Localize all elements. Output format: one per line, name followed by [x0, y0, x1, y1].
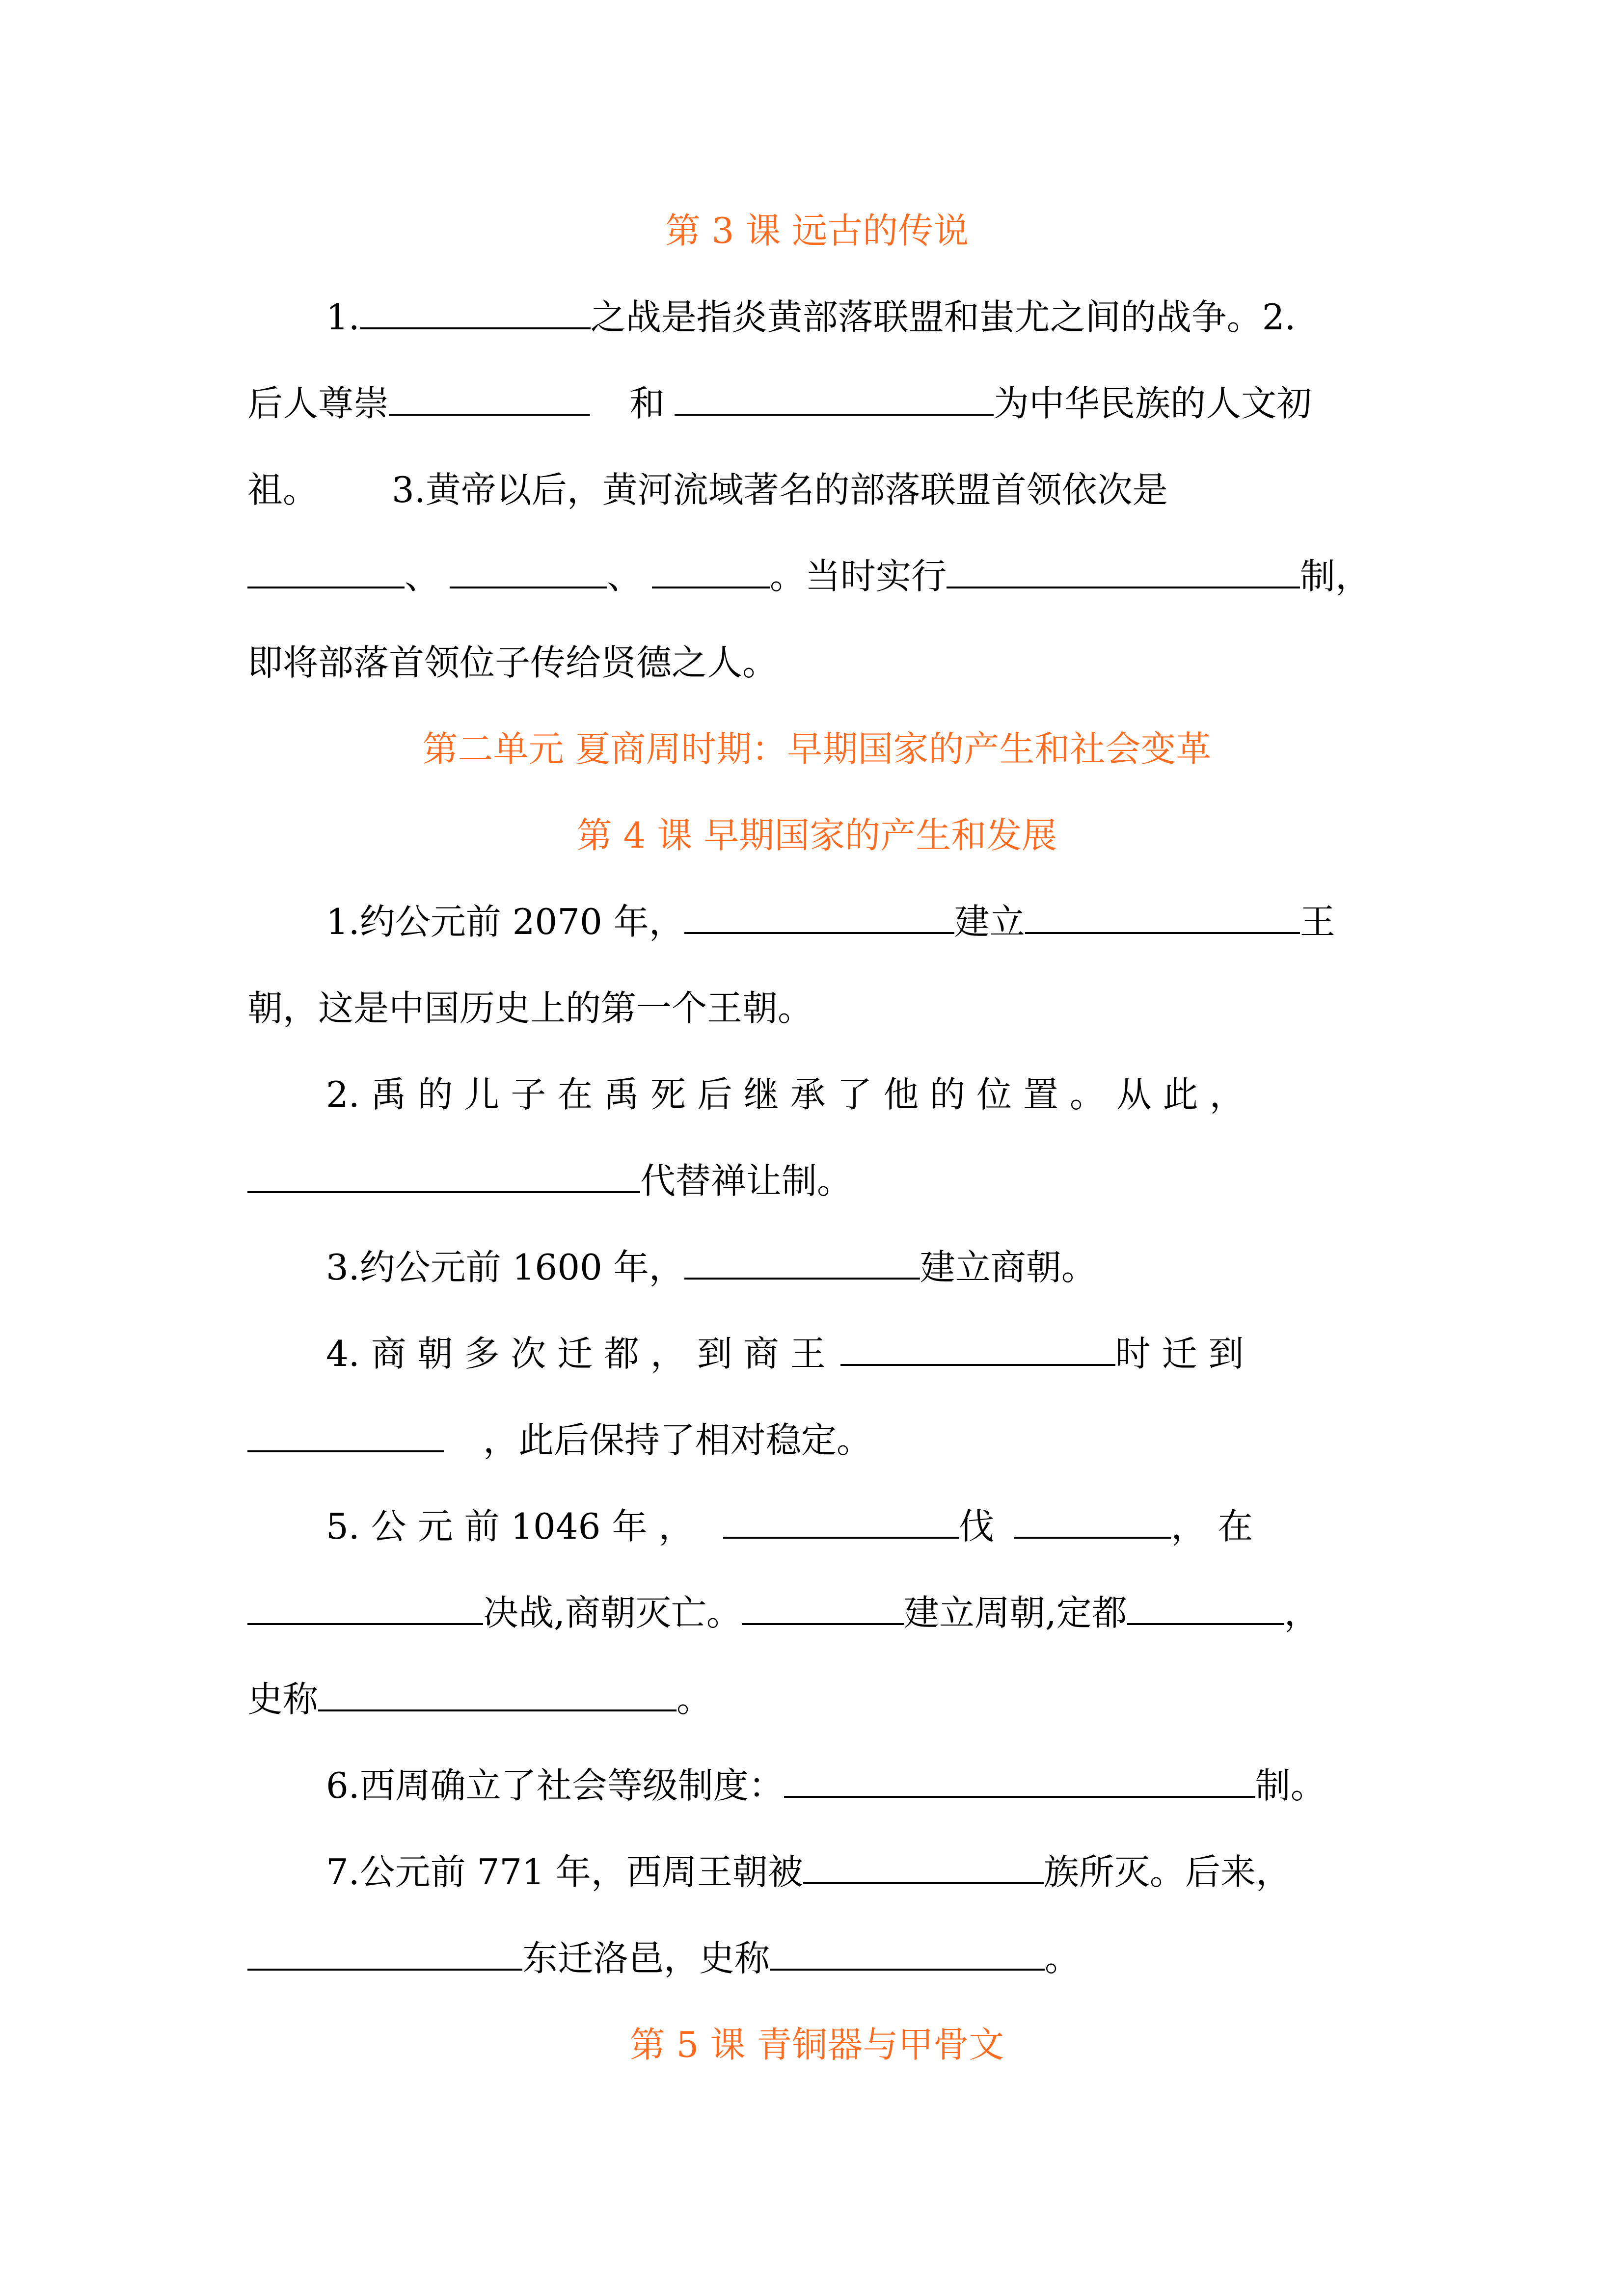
answer-blank[interactable]: [1014, 1506, 1171, 1539]
lesson4-q7-tail: [247, 1934, 1080, 1983]
answer-blank[interactable]: [675, 383, 994, 416]
answer-blank[interactable]: [247, 556, 405, 588]
lesson4-q4-tail: [247, 1415, 872, 1465]
answer-blank[interactable]: [684, 1247, 920, 1280]
answer-blank[interactable]: [247, 1420, 444, 1452]
text: 5. 公 元 前 1046 年 ，: [326, 1506, 694, 1547]
text: 3.约公元前 1600 年，: [326, 1247, 684, 1288]
lesson4-q6: [326, 1761, 1326, 1810]
answer-blank[interactable]: [318, 1679, 677, 1711]
text: 制。: [1255, 1765, 1326, 1806]
text: 东迁洛邑，史称: [522, 1938, 770, 1979]
answer-blank[interactable]: [360, 297, 591, 329]
text: 决战,商朝灭亡。: [483, 1592, 742, 1633]
answer-blank[interactable]: [1127, 1593, 1284, 1625]
text: 代替禅让制。: [640, 1160, 853, 1201]
text: 建立周朝,定都: [903, 1592, 1127, 1633]
lesson4-q5-tail: [247, 1675, 712, 1724]
text: 1.: [326, 296, 360, 338]
lesson3-q2: [247, 379, 1312, 428]
text: 祖。: [247, 469, 319, 510]
answer-blank[interactable]: [742, 1593, 904, 1625]
text: 6.西周确立了社会等级制度：: [326, 1765, 784, 1806]
lesson4-q7: [326, 1847, 1291, 1896]
answer-blank[interactable]: [947, 556, 1300, 588]
text: 伐: [959, 1506, 995, 1547]
text: 1.约公元前 2070 年，: [326, 901, 684, 942]
text: 7.公元前 771 年，西周王朝被: [326, 1851, 803, 1893]
answer-blank[interactable]: [723, 1506, 959, 1539]
answer-blank[interactable]: [247, 1161, 640, 1193]
text: ，此后保持了相对稳定。: [483, 1419, 872, 1461]
lesson4-q1: [326, 897, 1335, 946]
text: 之战是指炎黄部落联盟和蚩尤之间的战争。2.: [590, 296, 1296, 338]
text: 后人尊崇: [247, 383, 389, 424]
text: 3.黄帝以后，黄河流域著名的部落联盟首领依次是: [392, 469, 1168, 510]
answer-blank[interactable]: [1025, 902, 1300, 934]
answer-blank[interactable]: [770, 1938, 1045, 1971]
lesson5-title: 第 5 课 青铜器与甲骨文: [629, 2024, 1004, 2065]
unit2-title: 第二单元 夏商周时期：早期国家的产生和社会变革: [422, 728, 1212, 770]
text: 制，: [1300, 556, 1371, 597]
text: 。: [677, 1679, 712, 1720]
text: 。当时实行: [770, 556, 947, 597]
lesson4-title: 第 4 课 早期国家的产生和发展: [576, 815, 1057, 856]
lesson3-q3: [247, 465, 1168, 514]
text: 建立: [954, 901, 1025, 942]
text: ， 在: [1171, 1506, 1253, 1547]
lesson4-q5: [326, 1502, 1253, 1551]
answer-blank[interactable]: [840, 1334, 1115, 1366]
answer-blank[interactable]: [450, 556, 607, 588]
lesson4-q1-tail: 朝，这是中国历史上的第一个王朝。: [247, 988, 813, 1029]
text: 、: [405, 556, 440, 597]
text: 王: [1299, 901, 1335, 942]
lesson4-q3: [326, 1243, 1097, 1292]
answer-blank[interactable]: [652, 556, 770, 588]
text: 、: [607, 556, 643, 597]
answer-blank[interactable]: [684, 902, 954, 934]
answer-blank[interactable]: [389, 383, 590, 416]
text: 为中华民族的人文初: [994, 383, 1312, 424]
text: 建立商朝。: [920, 1247, 1097, 1288]
text: 史称: [247, 1679, 319, 1720]
lesson3-q1: [326, 293, 1296, 342]
lesson4-q2-tail: [247, 1156, 852, 1205]
answer-blank[interactable]: [247, 1938, 522, 1971]
lesson4-q5-mid: [247, 1588, 1320, 1637]
lesson3-q3-blanks: [247, 552, 1371, 601]
text: 和: [629, 383, 665, 424]
text: 。: [1045, 1938, 1081, 1979]
answer-blank[interactable]: [784, 1765, 1255, 1798]
answer-blank[interactable]: [803, 1852, 1044, 1884]
lesson4-q4: [326, 1329, 1244, 1378]
text: 时 迁 到: [1115, 1333, 1244, 1374]
lesson3-title: 第 3 课 远古的传说: [665, 210, 969, 251]
text: 族所灭。后来，: [1043, 1851, 1291, 1893]
text: ，: [1284, 1592, 1320, 1633]
lesson4-q2: 2. 禹 的 儿 子 在 禹 死 后 继 承 了 他 的 位 置 。 从 此 ，: [326, 1074, 1245, 1115]
answer-blank[interactable]: [247, 1593, 483, 1625]
text: 4. 商 朝 多 次 迁 都 ， 到 商 王: [326, 1333, 826, 1374]
lesson3-q3-tail: 即将部落首领位子传给贤德之人。: [247, 642, 778, 683]
